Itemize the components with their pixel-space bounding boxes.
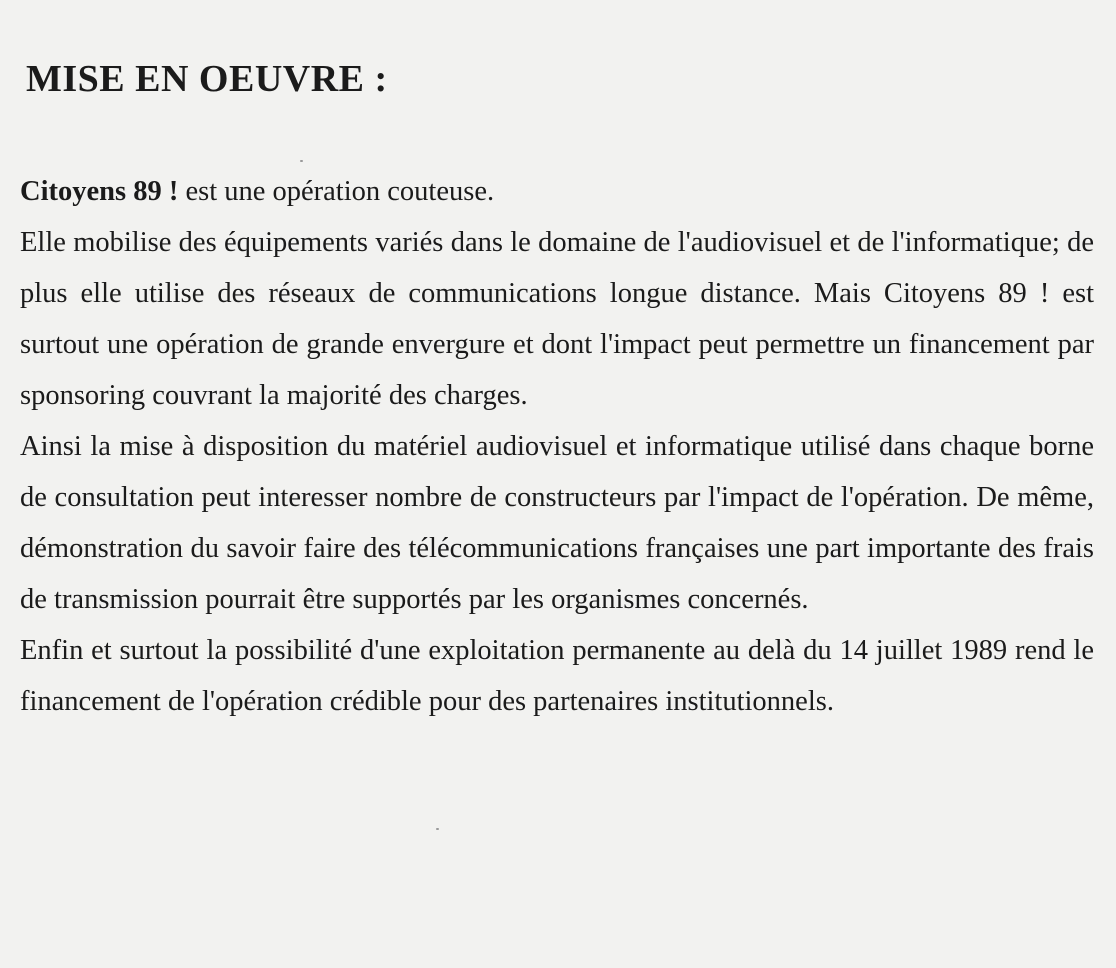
paragraph-hardware: Ainsi la mise à disposition du matériel audiovisuel et informatique utilisé dans chaque borne de consultation peut interesser nombre de constructeurs par l'impact de l'opération. De même, démonstration du savoir faire des télécommunications françaises une part importante des frais de transmission pourrait être supportés par les organismes concernés. — [20, 431, 1094, 615]
intro-paragraph — [20, 166, 1094, 217]
scan-speck — [300, 160, 303, 162]
body-text — [20, 166, 1094, 727]
section-heading: MISE EN OEUVRE : — [26, 58, 388, 100]
paragraph-equipment: Elle mobilise des équipements variés dans le domaine de l'audiovisuel et de l'informatique; de plus elle utilise des réseaux de communications longue distance. Mais Citoyens 89 ! est surtout une opération de grande envergure et dont l'impact peut permettre un financement par sponsoring couvrant la majorité des charges. — [20, 227, 1094, 411]
scan-speck — [436, 828, 439, 830]
brand-name: Citoyens 89 ! — [20, 176, 179, 207]
intro-text: est une opération couteuse. — [178, 176, 495, 207]
paragraph-permanent: Enfin et surtout la possibilité d'une exploitation permanente au delà du 14 juillet 1989 rend le financement de l'opération crédible pour des partenaires institutionnels. — [20, 635, 1094, 717]
